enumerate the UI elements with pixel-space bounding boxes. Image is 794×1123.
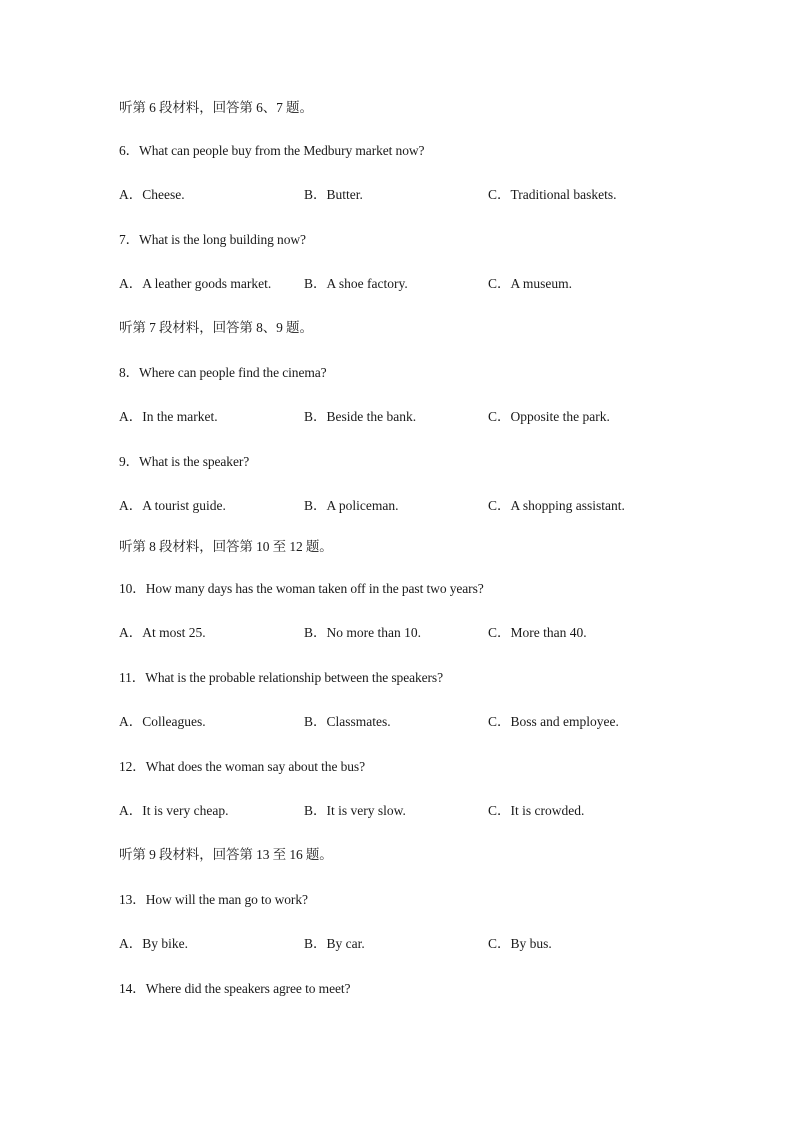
option-a: A．A tourist guide. [119, 498, 226, 513]
section-heading-9: 听第 9 段材料，回答第 13 至 16 题。 [119, 847, 333, 862]
option-b: B．Classmates. [304, 714, 391, 729]
question-8: 8．Where can people find the cinema? [119, 365, 327, 380]
question-7: 7．What is the long building now? [119, 232, 306, 247]
option-b: B．Butter. [304, 187, 363, 202]
option-a: A．Colleagues. [119, 714, 206, 729]
question-11: 11．What is the probable relationship between the speakers? [119, 670, 443, 685]
option-a: A．At most 25. [119, 625, 206, 640]
option-b: B．A policeman. [304, 498, 399, 513]
option-a: A．In the market. [119, 409, 218, 424]
option-c: C．Opposite the park. [488, 409, 610, 424]
question-10: 10．How many days has the woman taken off in the past two years? [119, 581, 484, 596]
option-a: A．It is very cheap. [119, 803, 229, 818]
option-a: A．By bike. [119, 936, 188, 951]
option-c: C．A museum. [488, 276, 573, 291]
section-heading-6: 听第 6 段材料，回答第 6、7 题。 [119, 100, 313, 115]
option-c: C．A shopping assistant. [488, 498, 625, 513]
question-12: 12．What does the woman say about the bus? [119, 759, 365, 774]
question-6: 6．What can people buy from the Medbury market now? [119, 143, 425, 158]
option-c: C．Boss and employee. [488, 714, 619, 729]
option-c: C．More than 40. [488, 625, 587, 640]
option-c: C．It is crowded. [488, 803, 585, 818]
option-a: A．Cheese. [119, 187, 185, 202]
option-b: B．A shoe factory. [304, 276, 408, 291]
option-c: C．Traditional baskets. [488, 187, 617, 202]
question-9: 9．What is the speaker? [119, 454, 250, 469]
option-b: B．It is very slow. [304, 803, 406, 818]
option-b: B．Beside the bank. [304, 409, 417, 424]
question-14: 14．Where did the speakers agree to meet? [119, 981, 351, 996]
option-a: A．A leather goods market. [119, 276, 272, 291]
option-c: C．By bus. [488, 936, 552, 951]
section-heading-8: 听第 8 段材料，回答第 10 至 12 题。 [119, 539, 333, 554]
section-heading-7: 听第 7 段材料，回答第 8、9 题。 [119, 320, 313, 335]
option-b: B．By car. [304, 936, 365, 951]
option-b: B．No more than 10. [304, 625, 421, 640]
question-13: 13．How will the man go to work? [119, 892, 308, 907]
